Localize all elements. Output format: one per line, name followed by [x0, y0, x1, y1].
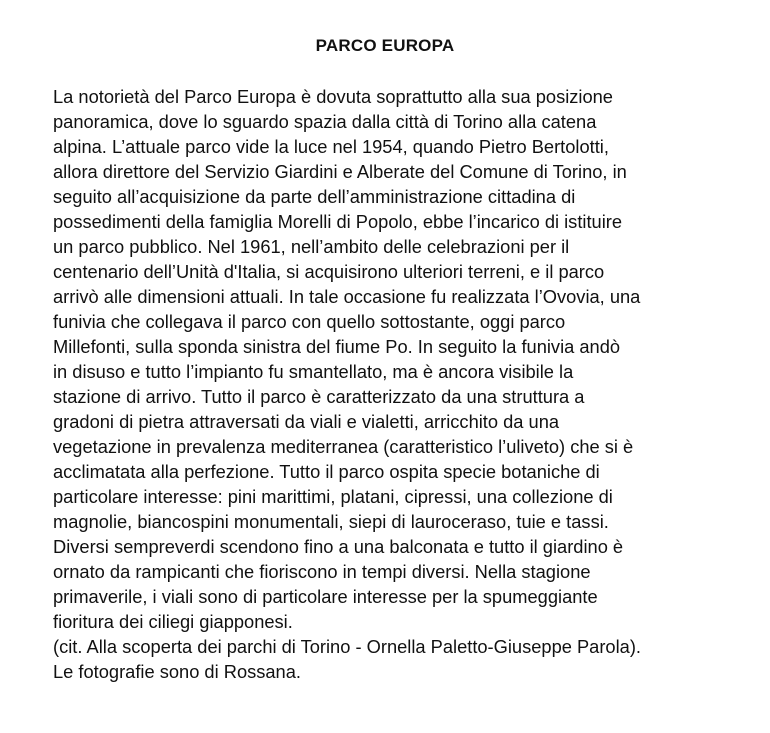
text-line: funivia che collegava il parco con quello sottostante, oggi parco: [53, 311, 566, 332]
citation-line: (cit. Alla scoperta dei parchi di Torino - Ornella Paletto-Giuseppe Parola).: [53, 636, 641, 657]
text-line: primaverile, i viali sono di particolare interesse per la spumeggiante: [53, 586, 598, 607]
document-body: [53, 84, 733, 684]
text-line: arrivò alle dimensioni attuali. In tale occasione fu realizzata l’Ovovia, una: [53, 286, 641, 307]
text-line: allora direttore del Servizio Giardini e Alberate del Comune di Torino, in: [53, 161, 627, 182]
text-line: acclimatata alla perfezione. Tutto il parco ospita specie botaniche di: [53, 461, 600, 482]
text-line: un parco pubblico. Nel 1961, nell’ambito delle celebrazioni per il: [53, 236, 570, 257]
text-line: stazione di arrivo. Tutto il parco è caratterizzato da una struttura a: [53, 386, 585, 407]
text-line: gradoni di pietra attraversati da viali e vialetti, arricchito da una: [53, 411, 560, 432]
text-line: possedimenti della famiglia Morelli di Popolo, ebbe l’incarico di istituire: [53, 211, 623, 232]
photo-credit-line: Le fotografie sono di Rossana.: [53, 661, 301, 682]
text-line: particolare interesse: pini marittimi, platani, cipressi, una collezione di: [53, 486, 613, 507]
text-line: in disuso e tutto l’impianto fu smantellato, ma è ancora visibile la: [53, 361, 574, 382]
text-line: centenario dell’Unità d'Italia, si acquisirono ulteriori terreni, e il parco: [53, 261, 605, 282]
text-line: vegetazione in prevalenza mediterranea (caratteristico l’uliveto) che si è: [53, 436, 634, 457]
text-line: alpina. L’attuale parco vide la luce nel 1954, quando Pietro Bertolotti,: [53, 136, 609, 157]
document-title: PARCO EUROPA: [315, 36, 455, 55]
text-line: panoramica, dove lo sguardo spazia dalla città di Torino alla catena: [53, 111, 597, 132]
text-line: magnolie, biancospini monumentali, siepi di lauroceraso, tuie e tassi.: [53, 511, 609, 532]
text-line: La notorietà del Parco Europa è dovuta soprattutto alla sua posizione: [53, 86, 613, 107]
text-line: fioritura dei ciliegi giapponesi.: [53, 611, 293, 632]
text-line: Diversi sempreverdi scendono fino a una balconata e tutto il giardino è: [53, 536, 624, 557]
text-line: Millefonti, sulla sponda sinistra del fiume Po. In seguito la funivia andò: [53, 336, 621, 357]
text-line: seguito all’acquisizione da parte dell’amministrazione cittadina di: [53, 186, 576, 207]
text-line: ornato da rampicanti che fioriscono in tempi diversi. Nella stagione: [53, 561, 591, 582]
